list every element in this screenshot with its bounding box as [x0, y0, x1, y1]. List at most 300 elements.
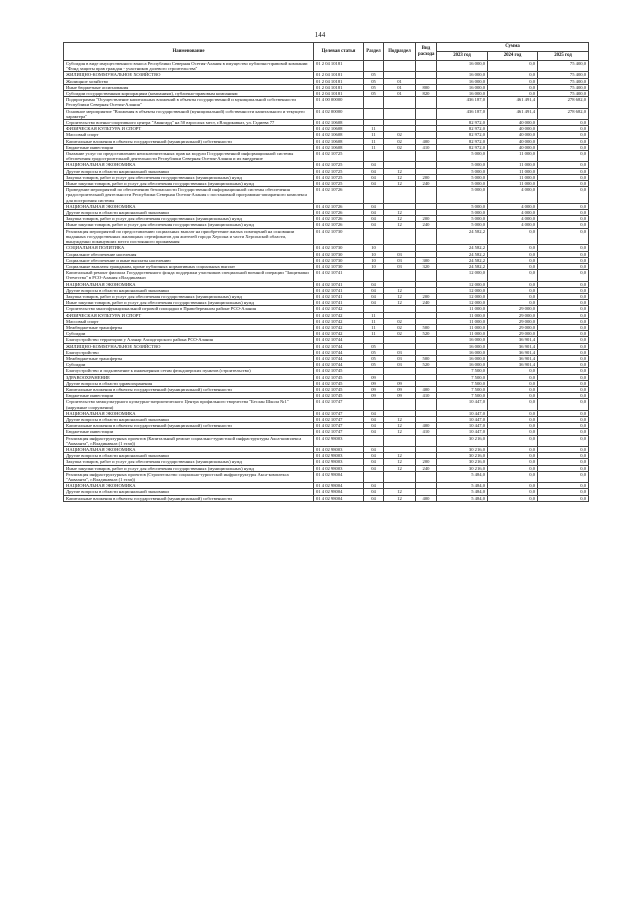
cell-expense-type	[416, 61, 437, 72]
cell-sum-2024: 11 000,0	[488, 168, 538, 174]
cell-expense-type	[416, 399, 437, 410]
cell-section: 04	[364, 287, 384, 293]
cell-subsection: 01	[384, 84, 416, 90]
cell-target-article: 01 4 02 10726	[314, 203, 364, 209]
cell-sum-2025: 0,0	[538, 355, 589, 361]
cell-sum-2024: 0,0	[488, 429, 538, 435]
cell-sum-2023: 7 500,0	[437, 374, 488, 380]
table-row	[64, 270, 589, 281]
cell-section: 04	[364, 222, 384, 228]
table-row	[64, 435, 589, 446]
cell-subsection	[384, 61, 416, 72]
cell-sum-2025: 0,0	[538, 174, 589, 180]
cell-target-article: 01 2 04 10181	[314, 78, 364, 84]
cell-sum-2024: 0,0	[488, 459, 538, 465]
cell-target-article: 01 4 02 10726	[314, 216, 364, 222]
table-body	[64, 61, 589, 502]
cell-name: ФИЗИЧЕСКАЯ КУЛЬТУРА И СПОРТ	[64, 126, 314, 132]
cell-name: Реализация инфраструктурных проектов (Капитальный ремонт социально-туристской инфраструктуры Акса-комплекса "Акваанта", г.Владикавказ (1 этап))	[64, 435, 314, 446]
cell-sum-2023: 12 000,0	[437, 270, 488, 281]
cell-section: 11	[364, 126, 384, 132]
cell-section	[364, 399, 384, 410]
cell-sum-2023: 5 000,0	[437, 203, 488, 209]
cell-target-article: 01 4 02 10745	[314, 380, 364, 386]
cell-sum-2023: 5 000,0	[437, 162, 488, 168]
cell-section: 05	[364, 355, 384, 361]
cell-name: НАЦИОНАЛЬНАЯ ЭКОНОМИКА	[64, 203, 314, 209]
cell-sum-2025: 0,0	[538, 210, 589, 216]
cell-target-article: 01 4 02 10744	[314, 337, 364, 343]
cell-sum-2025: 0,0	[538, 151, 589, 162]
cell-sum-2024: 0,0	[488, 287, 538, 293]
cell-section: 04	[364, 489, 384, 495]
cell-sum-2025: 75 400,0	[538, 78, 589, 84]
cell-sum-2023: 82 972,0	[437, 126, 488, 132]
cell-section: 04	[364, 459, 384, 465]
cell-subsection: 12	[384, 287, 416, 293]
cell-sum-2023: 7 500,0	[437, 380, 488, 386]
cell-sum-2023: 24 582,2	[437, 228, 488, 245]
cell-section	[364, 471, 384, 482]
cell-target-article: 01 4 02 98004	[314, 471, 364, 482]
cell-section: 05	[364, 91, 384, 97]
cell-section	[364, 151, 384, 162]
cell-target-article: 01 4 02 10730	[314, 263, 364, 269]
cell-sum-2023: 11 000,0	[437, 318, 488, 324]
cell-sum-2025: 0,0	[538, 471, 589, 482]
cell-subsection: 02	[384, 318, 416, 324]
cell-sum-2024: 0,0	[488, 399, 538, 410]
cell-sum-2025: 0,0	[538, 138, 589, 144]
cell-sum-2024: 0,0	[488, 393, 538, 399]
cell-sum-2025: 0,0	[538, 318, 589, 324]
cell-sum-2025: 0,0	[538, 270, 589, 281]
cell-sum-2025: 0,0	[538, 168, 589, 174]
cell-sum-2025: 0,0	[538, 374, 589, 380]
cell-expense-type: 400	[416, 495, 437, 501]
cell-subsection: 12	[384, 495, 416, 501]
cell-sum-2024: 0,0	[488, 281, 538, 287]
cell-sum-2023: 24 582,2	[437, 263, 488, 269]
cell-name: Другие вопросы в области национальной экономики	[64, 287, 314, 293]
cell-name: Жилищное хозяйство	[64, 78, 314, 84]
cell-sum-2024: 0,0	[488, 300, 538, 306]
cell-name: Бюджетные инвестиции	[64, 429, 314, 435]
cell-sum-2025: 0,0	[538, 453, 589, 459]
cell-subsection: 03	[384, 251, 416, 257]
cell-sum-2025: 0,0	[538, 300, 589, 306]
cell-target-article: 01 4 02 10730	[314, 257, 364, 263]
cell-expense-type	[416, 97, 437, 108]
cell-sum-2024: 0,0	[488, 91, 538, 97]
cell-section: 04	[364, 410, 384, 416]
cell-section: 04	[364, 453, 384, 459]
cell-section: 10	[364, 251, 384, 257]
cell-target-article: 01 4 02 98003	[314, 447, 364, 453]
cell-target-article: 01 4 02 10745	[314, 368, 364, 374]
cell-section: 04	[364, 293, 384, 299]
cell-sum-2025: 0,0	[538, 287, 589, 293]
cell-subsection: 12	[384, 181, 416, 187]
cell-expense-type	[416, 228, 437, 245]
cell-sum-2023: 30 216,0	[437, 465, 488, 471]
cell-section: 05	[364, 362, 384, 368]
cell-target-article: 01 2 04 10181	[314, 84, 364, 90]
cell-sum-2025: 0,0	[538, 435, 589, 446]
cell-sum-2024: 0,0	[488, 435, 538, 446]
cell-sum-2024: 0,0	[488, 465, 538, 471]
cell-sum-2025: 0,0	[538, 459, 589, 465]
cell-section: 04	[364, 174, 384, 180]
cell-target-article: 01 2 04 10181	[314, 91, 364, 97]
cell-sum-2023: 10 447,0	[437, 429, 488, 435]
cell-target-article: 01 4 02 10742	[314, 306, 364, 312]
cell-sum-2023: 10 447,0	[437, 399, 488, 410]
cell-sum-2024: 4 000,0	[488, 203, 538, 209]
cell-sum-2023: 82 972,0	[437, 132, 488, 138]
cell-target-article: 01 4 02 98003	[314, 453, 364, 459]
cell-name: Оказание услуг по предоставлению неисключительных прав на модули Государственной информационной системы обеспечения градостроительной деятельности Республики Северная Осетия-Алания и их внедрение	[64, 151, 314, 162]
cell-subsection: 02	[384, 144, 416, 150]
cell-expense-type: 200	[416, 174, 437, 180]
cell-sum-2025: 0,0	[538, 447, 589, 453]
header-2025: 2025 год	[538, 52, 589, 61]
cell-sum-2024: 0,0	[488, 61, 538, 72]
cell-expense-type: 400	[416, 386, 437, 392]
cell-name: Субсидии	[64, 331, 314, 337]
cell-name: Проведение мероприятий по обеспечению безопасности Государственной информационной системы обеспечения градостроительной деятельности Республики Северная Осетия-Алания с постановкой программно-аппаратного комплекса для построения системы	[64, 187, 314, 204]
cell-name: Реализация инфраструктурных проектов (Строительство социально-туристской инфраструктуры Акса-комплекса "Акваанта", г.Владикавказ (1 этап))	[64, 471, 314, 482]
cell-sum-2025: 75 400,0	[538, 72, 589, 78]
cell-sum-2023: 16 000,0	[437, 84, 488, 90]
cell-name: Другие вопросы в области национальной экономики	[64, 416, 314, 422]
cell-sum-2023: 7 500,0	[437, 386, 488, 392]
cell-name: Социальное обеспечение населения	[64, 251, 314, 257]
cell-subsection: 03	[384, 355, 416, 361]
cell-sum-2025: 75 400,0	[538, 84, 589, 90]
cell-name: Бюджетные инвестиции	[64, 393, 314, 399]
cell-sum-2025: 0,0	[538, 399, 589, 410]
cell-sum-2023: 5 000,0	[437, 151, 488, 162]
cell-sum-2024: 4 000,0	[488, 187, 538, 204]
cell-name: НАЦИОНАЛЬНАЯ ЭКОНОМИКА	[64, 162, 314, 168]
cell-subsection: 03	[384, 263, 416, 269]
cell-section: 04	[364, 281, 384, 287]
table-row	[64, 471, 589, 482]
cell-sum-2023: 5 484,0	[437, 489, 488, 495]
table-row	[64, 187, 589, 204]
cell-sum-2024: 29 000,0	[488, 306, 538, 312]
cell-sum-2024: 4 000,0	[488, 210, 538, 216]
cell-sum-2024: 0,0	[488, 423, 538, 429]
cell-name: СОЦИАЛЬНАЯ ПОЛИТИКА	[64, 245, 314, 251]
cell-subsection: 02	[384, 132, 416, 138]
cell-subsection: 12	[384, 423, 416, 429]
cell-sum-2025: 75 400,0	[538, 61, 589, 72]
budget-table	[63, 42, 589, 502]
cell-sum-2024: 40 000,0	[488, 120, 538, 126]
cell-sum-2025: 0,0	[538, 306, 589, 312]
cell-sum-2023: 16 000,0	[437, 343, 488, 349]
cell-sum-2025: 0,0	[538, 181, 589, 187]
cell-subsection: 09	[384, 393, 416, 399]
cell-name: Социальные выплаты гражданам, кроме публичных нормативных социальных выплат	[64, 263, 314, 269]
cell-sum-2024: 0,0	[488, 410, 538, 416]
cell-target-article: 01 4 02 10725	[314, 151, 364, 162]
cell-target-article: 01 4 02 10726	[314, 187, 364, 204]
cell-sum-2025: 0,0	[538, 187, 589, 204]
cell-name: Другие вопросы в области национальной экономики	[64, 489, 314, 495]
cell-section	[364, 270, 384, 281]
cell-target-article: 01 4 02 10747	[314, 423, 364, 429]
cell-sum-2024: 0,0	[488, 374, 538, 380]
cell-sum-2024: 29 000,0	[488, 331, 538, 337]
cell-sum-2025: 0,0	[538, 429, 589, 435]
cell-sum-2024: 0,0	[488, 483, 538, 489]
cell-sum-2025: 0,0	[538, 465, 589, 471]
cell-name: Подпрограмма "Осуществление капитальных вложений в объекты государственной и муниципальной собственности Республики Северная Осетия-Алания"	[64, 97, 314, 108]
cell-section: 05	[364, 343, 384, 349]
cell-section: 09	[364, 380, 384, 386]
cell-name: Закупка товаров, работ и услуг для обеспечения государственных (муниципальных) нужд	[64, 459, 314, 465]
cell-subsection: 12	[384, 174, 416, 180]
cell-sum-2024: 11 000,0	[488, 162, 538, 168]
cell-sum-2025: 0,0	[538, 483, 589, 489]
cell-sum-2023: 16 000,0	[437, 362, 488, 368]
cell-target-article: 01 4 02 10730	[314, 228, 364, 245]
cell-sum-2023: 11 000,0	[437, 324, 488, 330]
cell-subsection	[384, 97, 416, 108]
cell-sum-2023: 30 216,0	[437, 435, 488, 446]
cell-name: Межбюджетные трансферты	[64, 355, 314, 361]
cell-target-article: 01 4 02 10747	[314, 399, 364, 410]
cell-sum-2023: 16 000,0	[437, 61, 488, 72]
cell-sum-2024: 11 000,0	[488, 181, 538, 187]
cell-sum-2024: 0,0	[488, 270, 538, 281]
cell-name: НАЦИОНАЛЬНАЯ ЭКОНОМИКА	[64, 281, 314, 287]
cell-sum-2025: 0,0	[538, 126, 589, 132]
cell-subsection	[384, 151, 416, 162]
cell-target-article: 01 4 02 10608	[314, 132, 364, 138]
cell-sum-2023: 5 000,0	[437, 174, 488, 180]
cell-sum-2023: 10 447,0	[437, 423, 488, 429]
cell-section	[364, 228, 384, 245]
cell-subsection	[384, 270, 416, 281]
cell-name: Межбюджетные трансферты	[64, 324, 314, 330]
cell-target-article: 01 4 02 10747	[314, 429, 364, 435]
cell-sum-2024: 40 000,0	[488, 144, 538, 150]
cell-sum-2023: 5 000,0	[437, 187, 488, 204]
cell-name: НАЦИОНАЛЬНАЯ ЭКОНОМИКА	[64, 447, 314, 453]
cell-section: 11	[364, 318, 384, 324]
cell-expense-type: 240	[416, 181, 437, 187]
cell-target-article: 01 4 02 10742	[314, 312, 364, 318]
cell-sum-2023: 5 000,0	[437, 210, 488, 216]
cell-sum-2025: 0,0	[538, 386, 589, 392]
cell-sum-2024: 0,0	[488, 453, 538, 459]
cell-sum-2023: 11 000,0	[437, 312, 488, 318]
cell-target-article: 01 4 02 10725	[314, 168, 364, 174]
cell-sum-2024: 0,0	[488, 245, 538, 251]
cell-sum-2024: 0,0	[488, 386, 538, 392]
cell-name: Другие вопросы в области национальной экономики	[64, 453, 314, 459]
cell-name: НАЦИОНАЛЬНАЯ ЭКОНОМИКА	[64, 483, 314, 489]
cell-section: 04	[364, 447, 384, 453]
cell-name: Капитальные вложения в объекты государственной (муниципальной) собственности	[64, 423, 314, 429]
cell-sum-2025: 0,0	[538, 216, 589, 222]
cell-name: Другие вопросы в области национальной экономики	[64, 168, 314, 174]
cell-sum-2025: 0,0	[538, 203, 589, 209]
cell-sum-2023: 7 500,0	[437, 393, 488, 399]
cell-sum-2023: 436 187,0	[437, 108, 488, 119]
cell-sum-2025: 0,0	[538, 416, 589, 422]
cell-target-article: 01 4 02 10726	[314, 222, 364, 228]
cell-section: 04	[364, 423, 384, 429]
cell-subsection: 01	[384, 91, 416, 97]
cell-target-article: 01 4 02 10744	[314, 349, 364, 355]
cell-target-article: 01 4 02 10725	[314, 174, 364, 180]
cell-sum-2024: 0,0	[488, 368, 538, 374]
cell-sum-2023: 82 972,0	[437, 144, 488, 150]
cell-target-article: 01 4 02 10744	[314, 362, 364, 368]
cell-sum-2023: 5 000,0	[437, 216, 488, 222]
cell-sum-2023: 11 000,0	[437, 306, 488, 312]
cell-subsection	[384, 228, 416, 245]
cell-section: 05	[364, 84, 384, 90]
cell-target-article: 01 4 02 10744	[314, 343, 364, 349]
cell-sum-2023: 12 000,0	[437, 281, 488, 287]
cell-sum-2024: 0,0	[488, 380, 538, 386]
cell-expense-type: 240	[416, 300, 437, 306]
cell-name: Массовый спорт	[64, 318, 314, 324]
cell-section: 11	[364, 331, 384, 337]
cell-sum-2023: 16 000,0	[437, 355, 488, 361]
cell-name: Субсидия в виде имущественного взноса Республики Северная Осетия-Алания в имущество публично-правовой компании "Фонд защиты прав граждан - участников долевого строительства"	[64, 61, 314, 72]
cell-name: Закупка товаров, работ и услуг для обеспечения государственных (муниципальных) нужд	[64, 293, 314, 299]
cell-section: 04	[364, 203, 384, 209]
cell-subsection: 12	[384, 216, 416, 222]
cell-subsection: 03	[384, 349, 416, 355]
cell-sum-2024: 36 901,4	[488, 355, 538, 361]
cell-sum-2024: 40 000,0	[488, 126, 538, 132]
cell-section: 05	[364, 349, 384, 355]
cell-target-article: 01 4 02 10608	[314, 120, 364, 126]
cell-target-article: 01 4 02 98003	[314, 459, 364, 465]
cell-sum-2023: 16 000,0	[437, 72, 488, 78]
cell-section: 09	[364, 374, 384, 380]
cell-subsection: 03	[384, 362, 416, 368]
cell-sum-2025: 278 682,0	[538, 97, 589, 108]
cell-sum-2025: 0,0	[538, 144, 589, 150]
cell-target-article: 01 4 02 10608	[314, 138, 364, 144]
cell-target-article: 01 4 02 10741	[314, 300, 364, 306]
cell-name: Благоустройство	[64, 349, 314, 355]
cell-section: 05	[364, 72, 384, 78]
cell-sum-2025: 0,0	[538, 324, 589, 330]
cell-sum-2025: 0,0	[538, 132, 589, 138]
cell-section: 04	[364, 168, 384, 174]
cell-sum-2024: 29 000,0	[488, 312, 538, 318]
cell-section: 09	[364, 386, 384, 392]
cell-sum-2023: 16 000,0	[437, 337, 488, 343]
cell-sum-2024: 0,0	[488, 495, 538, 501]
cell-sum-2025: 0,0	[538, 331, 589, 337]
cell-sum-2024: 11 000,0	[488, 174, 538, 180]
cell-section: 04	[364, 416, 384, 422]
cell-sum-2024: 36 901,4	[488, 343, 538, 349]
header-name: Наименование	[64, 43, 314, 61]
cell-subsection: 02	[384, 331, 416, 337]
cell-section	[364, 435, 384, 446]
cell-expense-type	[416, 471, 437, 482]
cell-subsection: 09	[384, 380, 416, 386]
cell-target-article: 01 4 02 10747	[314, 416, 364, 422]
cell-sum-2023: 30 216,0	[437, 447, 488, 453]
cell-section	[364, 187, 384, 204]
cell-sum-2023: 16 000,0	[437, 91, 488, 97]
cell-sum-2025: 0,0	[538, 349, 589, 355]
cell-sum-2024: 0,0	[488, 293, 538, 299]
cell-sum-2023: 5 484,0	[437, 471, 488, 482]
cell-name: ЗДРАВООХРАНЕНИЕ	[64, 374, 314, 380]
cell-target-article: 01 4 02 10745	[314, 393, 364, 399]
cell-sum-2024: 0,0	[488, 489, 538, 495]
cell-subsection: 12	[384, 293, 416, 299]
header-subsection: Подраздел	[384, 43, 416, 61]
cell-name: ФИЗИЧЕСКАЯ КУЛЬТУРА И СПОРТ	[64, 312, 314, 318]
cell-expense-type: 820	[416, 91, 437, 97]
cell-target-article: 01 4 02 10725	[314, 162, 364, 168]
cell-expense-type: 500	[416, 324, 437, 330]
cell-expense-type: 320	[416, 263, 437, 269]
table-row	[64, 495, 589, 501]
cell-sum-2023: 82 972,0	[437, 138, 488, 144]
cell-sum-2025: 0,0	[538, 222, 589, 228]
cell-subsection: 02	[384, 324, 416, 330]
cell-sum-2023: 5 000,0	[437, 181, 488, 187]
cell-section: 04	[364, 495, 384, 501]
header-section: Раздел	[364, 43, 384, 61]
cell-section: 10	[364, 263, 384, 269]
cell-sum-2025: 0,0	[538, 337, 589, 343]
cell-name: ЖИЛИЩНО-КОММУНАЛЬНОЕ ХОЗЯЙСТВО	[64, 72, 314, 78]
cell-sum-2025: 0,0	[538, 263, 589, 269]
cell-section: 11	[364, 132, 384, 138]
table-row	[64, 399, 589, 410]
cell-section: 04	[364, 429, 384, 435]
cell-sum-2025: 0,0	[538, 423, 589, 429]
cell-sum-2023: 24 582,2	[437, 245, 488, 251]
cell-name: Благоустройство и подключение к инженерным сетям фельдшерских пунктов (строительство)	[64, 368, 314, 374]
table-row	[64, 151, 589, 162]
cell-sum-2025: 0,0	[538, 251, 589, 257]
cell-sum-2023: 10 447,0	[437, 416, 488, 422]
cell-sum-2025: 0,0	[538, 228, 589, 245]
cell-name: Капитальные вложения в объекты государственной (муниципальной) собственности	[64, 386, 314, 392]
cell-target-article: 01 4 02 10730	[314, 251, 364, 257]
cell-sum-2023: 24 582,2	[437, 257, 488, 263]
cell-name: Иные закупки товаров, работ и услуг для обеспечения государственных (муниципальных) нужд	[64, 465, 314, 471]
cell-sum-2023: 5 484,0	[437, 483, 488, 489]
cell-expense-type: 800	[416, 84, 437, 90]
cell-section: 09	[364, 393, 384, 399]
header-2024: 2024 год	[488, 52, 538, 61]
cell-expense-type: 500	[416, 355, 437, 361]
cell-sum-2025: 0,0	[538, 120, 589, 126]
cell-target-article: 01 4 02 10745	[314, 386, 364, 392]
cell-target-article: 01 4 00 00000	[314, 97, 364, 108]
cell-sum-2023: 5 000,0	[437, 222, 488, 228]
